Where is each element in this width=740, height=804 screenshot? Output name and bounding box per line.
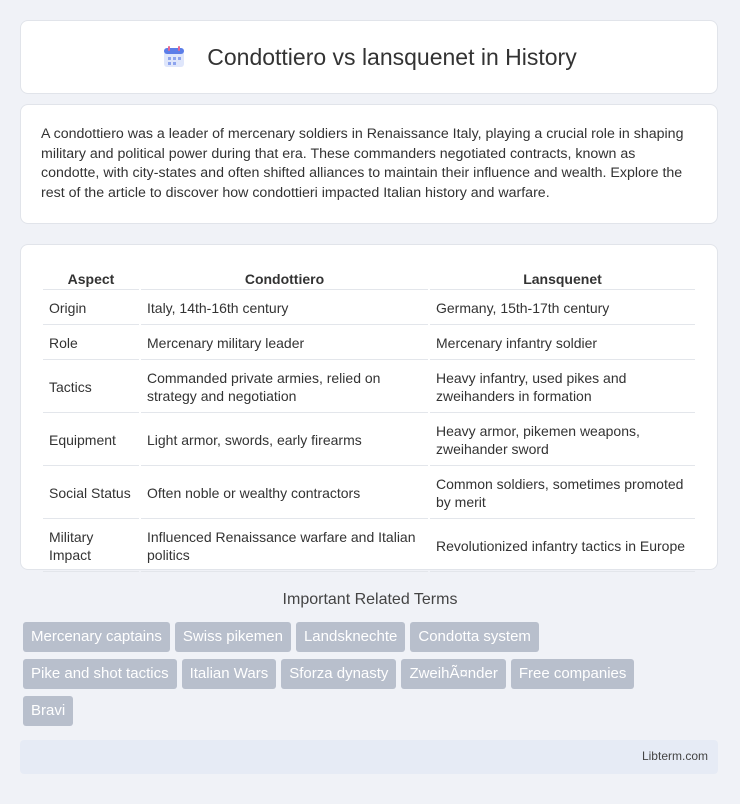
related-term-tag[interactable]: Swiss pikemen (175, 622, 291, 652)
cell-lansquenet: Revolutionized infantry tactics in Europe (430, 521, 695, 572)
related-term-tag[interactable]: Landsknechte (296, 622, 405, 652)
related-terms-title: Important Related Terms (282, 591, 458, 608)
cell-condottiero: Light armor, swords, early firearms (141, 415, 428, 466)
cell-aspect: Equipment (43, 415, 139, 466)
cell-aspect: Military Impact (43, 521, 139, 572)
footer-brand[interactable]: Libterm.com (641, 749, 708, 763)
header-condottiero: Condottiero (141, 267, 428, 290)
cell-condottiero: Influenced Renaissance warfare and Italian politics (141, 521, 428, 572)
table-row (43, 415, 695, 466)
cell-condottiero: Mercenary military leader (141, 327, 428, 360)
header-aspect: Aspect (43, 267, 139, 290)
related-term-tag[interactable]: Condotta system (410, 622, 539, 652)
intro-card (20, 104, 718, 224)
table-header-row (43, 267, 695, 290)
related-term-tag[interactable]: Mercenary captains (23, 622, 170, 652)
table-row (43, 327, 695, 360)
title-card (20, 20, 718, 94)
related-term-tag[interactable]: Pike and shot tactics (23, 659, 177, 689)
cell-lansquenet: Heavy armor, pikemen weapons, zweihander sword (430, 415, 695, 466)
footer (20, 740, 718, 774)
page-title: Condottiero vs lansquenet in History (207, 43, 577, 70)
cell-condottiero: Commanded private armies, relied on strategy and negotiation (141, 362, 428, 413)
cell-lansquenet: Heavy infantry, used pikes and zweihanders in formation (430, 362, 695, 413)
cell-condottiero: Italy, 14th-16th century (141, 292, 428, 325)
related-term-tag[interactable]: ZweihÃ¤nder (401, 659, 505, 689)
header-lansquenet: Lansquenet (430, 267, 695, 290)
cell-lansquenet: Common soldiers, sometimes promoted by merit (430, 468, 695, 519)
cell-aspect: Tactics (43, 362, 139, 413)
calendar-icon (161, 44, 187, 70)
intro-text: A condottiero was a leader of mercenary soldiers in Renaissance Italy, playing a crucial role in shaping military and political power during that era. These commanders negotiated contracts, known as condotte, with city-states and often shifted alliances to maintain their influence and wealth. Explore the rest of the article to discover how condottieri impacted Italian history and warfare. (41, 126, 684, 201)
table-row (43, 468, 695, 519)
related-terms-list (23, 622, 723, 733)
cell-lansquenet: Mercenary infantry soldier (430, 327, 695, 360)
table-row (43, 521, 695, 572)
related-term-tag[interactable]: Italian Wars (182, 659, 277, 689)
related-term-tag[interactable]: Free companies (511, 659, 635, 689)
cell-condottiero: Often noble or wealthy contractors (141, 468, 428, 519)
cell-aspect: Social Status (43, 468, 139, 519)
table-row (43, 292, 695, 325)
table-row (43, 362, 695, 413)
cell-lansquenet: Germany, 15th-17th century (430, 292, 695, 325)
comparison-table (41, 265, 697, 574)
related-term-tag[interactable]: Bravi (23, 696, 73, 726)
comparison-table-card (20, 244, 718, 570)
related-term-tag[interactable]: Sforza dynasty (281, 659, 396, 689)
cell-aspect: Role (43, 327, 139, 360)
cell-aspect: Origin (43, 292, 139, 325)
